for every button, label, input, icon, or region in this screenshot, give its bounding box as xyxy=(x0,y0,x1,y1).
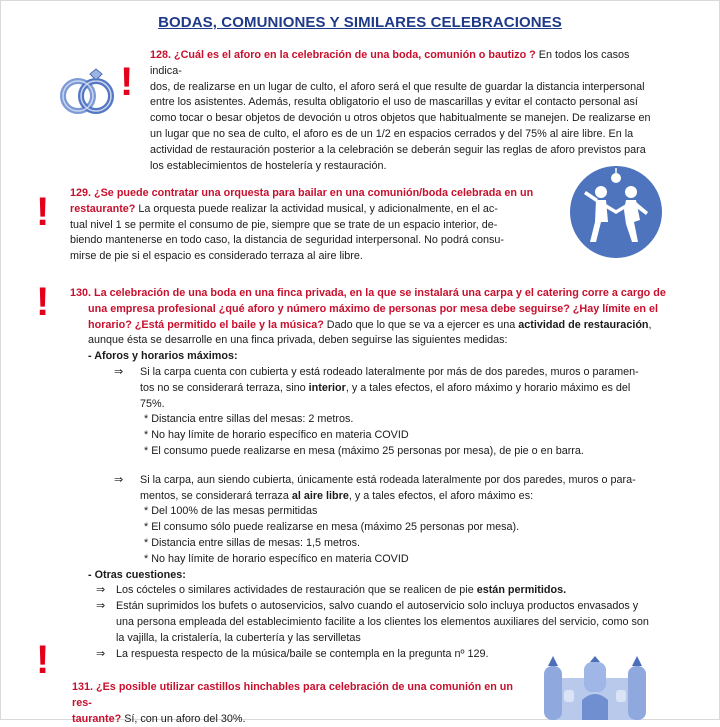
q128-line-3: como tocar o besar objetos de devoción u otros objetos que habitualmente se manejen. De realizarse en xyxy=(150,112,651,125)
dancing-couple-icon xyxy=(568,164,664,260)
q129-line-2: biendo mantenerse en todo caso, la distancia de seguridad interpersonal. No podrá consu- xyxy=(70,234,504,247)
q129-question-line-2: restaurante? xyxy=(70,202,136,215)
page-title: BODAS, COMUNIONES Y SIMILARES CELEBRACIONES xyxy=(158,14,562,31)
case2-bullet-3: * No hay límite de horario específico en materia COVID xyxy=(144,552,409,565)
otras-1a: Los cócteles o similares actividades de restauración que se realicen de pie xyxy=(116,584,477,597)
q128-line-5: actividad de restauración posterior a la celebración se deberán seguir las reglas de aforo previstos para xyxy=(150,143,646,156)
case2-line-2c: , y a tales efectos, el aforo máximo es: xyxy=(348,489,534,502)
case2-bullet-2: * Distancia entre sillas de mesas: 1,5 metros. xyxy=(144,536,361,549)
arrow-icon: ⇒ xyxy=(96,584,106,597)
q130-answer-a: Dado que lo que se va a ejercer es una xyxy=(323,318,519,331)
alert-icon-129: ! xyxy=(36,190,50,234)
q129-question-line-1: 129. ¿Se puede contratar una orquesta para bailar en una comunión/boda celebrada en un xyxy=(70,187,534,199)
arrow-icon: ⇒ xyxy=(114,473,124,486)
q129-block xyxy=(70,186,540,265)
case1-line-3: 75%. xyxy=(140,397,165,410)
case1-line-2a: tos no se considerará terraza, sino xyxy=(140,381,309,394)
q131-answer: Sí, con un aforo del 30%. xyxy=(121,712,246,725)
q129-line-3: mirse de pie si el espacio es considerado terraza al aire libre. xyxy=(70,250,363,263)
q128-question: 128. ¿Cuál es el aforo en la celebración de una boda, comunión o bautizo ? xyxy=(150,49,536,61)
otras-heading: - Otras cuestiones: xyxy=(88,568,186,581)
wedding-rings-icon xyxy=(54,66,122,118)
q128-line-2: entre los asistentes. Además, resulta obligatorio el uso de mascarillas y evitar el contacto personal así xyxy=(150,96,638,109)
q130-answer-bold: actividad de restauración xyxy=(518,318,649,331)
otras-2-line-3: la vajilla, la cristalería, la cubertería y las servilletas xyxy=(116,631,361,644)
alert-icon-128: ! xyxy=(120,60,134,104)
q130-question-line-3: horario? ¿Está permitido el baile y la música? xyxy=(88,318,324,331)
otras-2-line-2: una persona empleada del establecimiento facilite a los clientes los elementos auxiliares del servicio, como son xyxy=(116,615,649,628)
q128-line-0: En todos los casos indica- xyxy=(150,49,630,77)
case1-bullet-2: * El consumo puede realizarse en mesa (máximo 25 personas por mesa), de pie o en barra. xyxy=(144,444,584,457)
alert-icon-131: ! xyxy=(36,638,50,682)
q131-question-line-2: taurante? xyxy=(72,712,122,725)
otras-3: La respuesta respecto de la música/baile se contempla en la pregunta nº 129. xyxy=(116,647,489,660)
q130-question-line-2: una empresa profesional ¿qué aforo y número máximo de personas por mesa debe seguirse? ¿Hay límite en el xyxy=(88,302,659,315)
case1-line-1: Si la carpa cuenta con cubierta y está rodeado lateralmente por más de dos paredes, muros o paramen- xyxy=(140,365,639,378)
q130-block xyxy=(70,286,670,662)
aforos-heading: - Aforos y horarios máximos: xyxy=(88,350,238,363)
q129-line-1: tual nivel 1 se permite el consumo de pie, siempre que se trate de un espacio interior, de- xyxy=(70,218,498,231)
q129-line-0: La orquesta puede realizar la actividad musical, y adicionalmente, en el ac- xyxy=(135,202,498,215)
q128-line-6: los establecimientos de hostelería y restauración. xyxy=(150,159,387,172)
case1-bullet-0: * Distancia entre sillas del mesas: 2 metros. xyxy=(144,413,354,426)
q128-line-1: dos, de realizarse en un lugar de culto, el aforo será el que resulte de guardar la distancia interpersonal xyxy=(150,80,645,93)
case2-bullet-0: * Del 100% de las mesas permitidas xyxy=(144,505,318,518)
case1-line-2c: , y a tales efectos, el aforo máximo y horario máximo es del xyxy=(345,381,631,394)
otras-2-line-1: Están suprimidos los bufets o autoservicios, salvo cuando el autoservicio solo incluya productos envasados y xyxy=(116,600,639,613)
case2-line-2a: mentos, se considerará terraza xyxy=(140,489,292,502)
q131-question-line-1: 131. ¿Es posible utilizar castillos hinchables para celebración de una comunión en un res- xyxy=(72,681,513,709)
case1-bullet-1: * No hay límite de horario específico en materia COVID xyxy=(144,429,409,442)
arrow-icon: ⇒ xyxy=(96,647,106,660)
q128-block xyxy=(150,48,660,174)
q130-answer-c: , xyxy=(648,318,652,331)
arrow-icon: ⇒ xyxy=(114,365,124,378)
q128-line-4: un lugar que no sea de culto, el aforo es de un 1/2 en espacios cerrados y del 75% al aire libre. En la xyxy=(150,127,634,140)
alert-icon-130: ! xyxy=(36,280,50,324)
otras-1b: están permitidos. xyxy=(476,584,567,597)
case2-bullet-1: * El consumo sólo puede realizarse en mesa (máximo 25 personas por mesa). xyxy=(144,521,520,534)
arrow-icon: ⇒ xyxy=(96,600,106,613)
case1-line-2b: interior xyxy=(308,381,346,394)
case2-line-2b: al aire libre xyxy=(291,489,349,502)
q130-answer-line-4: aunque ésta se desarrolle en una finca privada, deben seguirse las siguientes medidas: xyxy=(88,334,508,347)
bouncy-castle-icon xyxy=(538,656,652,720)
case2-line-1: Si la carpa, aun siendo cubierta, únicamente está rodeada lateralmente por dos paredes, muros o para- xyxy=(140,473,636,486)
q130-question-line-1: 130. La celebración de una boda en una finca privada, en la que se instalará una carpa y el catering corre a cargo de xyxy=(70,287,666,299)
